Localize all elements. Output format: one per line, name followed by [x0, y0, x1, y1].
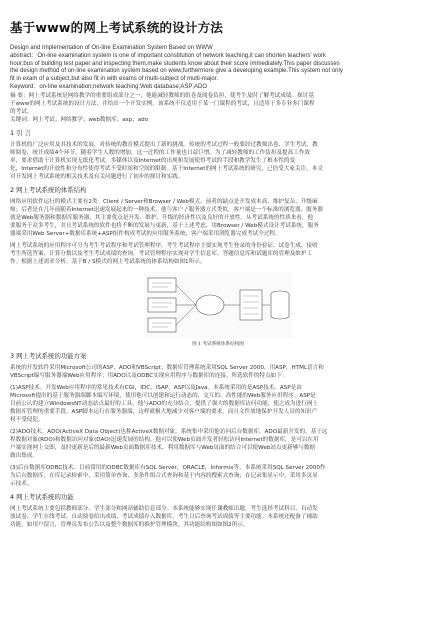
section-3-body — [10, 364, 426, 380]
paragraph-line: 就是Web服务器和数据库服务器，其主要优点是开发、维护、升级的经济性以及良好的开放性。从考试系统的性质来看，他 — [10, 214, 314, 221]
paragraph-line: 考生所选答案、计算分数以及考生考试成绩的查询。考试管理程序实现对学生信息库、答题信息库和试题库的管理及维护工 — [10, 250, 313, 257]
paragraph-line: 放试卷、学生在线考试、自动阅卷给出成绩、考试成绩存入数据库、考生日后查询考试成绩等主要功能。本系统还配备了辅助 — [10, 513, 318, 520]
chinese-abstract-line: 的考试。 — [10, 108, 33, 115]
paper-title: 基于www的网上考试系统的设计方法 — [10, 20, 224, 35]
english-title-line: Design and Implementation of On-line Examination System Based on WWW — [10, 45, 213, 51]
english-abstract-line: the design method of on-line examination system based on www,furthermore give a developing example.This system not only — [10, 68, 343, 75]
paragraph-line: 网上考试系统主要包括教师部分、学生部分和网站辅助信息部分。本系统能够实现任课教师出题、考生选择考试科目、自动发 — [10, 505, 318, 512]
section-3-heading: 3 网上考试系统的功能方案 — [10, 351, 87, 360]
paragraph-line: 对开发网上考试系统的相关技术及有关问题进行了初步的探讨和实践。 — [10, 173, 184, 180]
english-abstract-line: fit in exam of a subject,but also fit in with exams of multi-subject of multi-major. — [10, 76, 219, 83]
paragraph-line: (3)后台数据库ODBC技术。目前常用的ODBC数据库有SQL Server，ORACLE，Informix等，本系统采用SQL Server 2000作 — [10, 464, 326, 471]
figure-caption: 图 1 考试系统体系结构图 — [192, 341, 244, 347]
english-abstract-line: hour,bus of building test paper and inspecting them,make students know about their score immediately.This paper discusses — [10, 60, 340, 67]
paragraph-line: 功能，如用户留言，管理员发布公告以及整个数据库的维护管理模块，其功能结构图如图2所示。 — [10, 521, 249, 528]
paragraph-line: 作。根据上述需求分析，基于B / S模式的网上考试系统的体系结构如图1所示。 — [10, 258, 206, 265]
item-asp — [10, 384, 426, 424]
paragraph-line: 数据库管理的重要手段。ASP脚本运行在服务器端，这样就极大地减少对客户端的要求，而且文件放地保护开发人员的知识产 — [10, 408, 318, 415]
section-4-heading: 4 网上考试系统的功能 — [10, 492, 74, 501]
paragraph-line: 程数据对象(RDO)和数据访问对象(DAO)迅速发展的结构，他可以使Web页面开发者轻松访问Internet的数据库，是可以在用 — [10, 436, 319, 443]
paragraph-line: 烦；后者是在几年前随着Internet迅速发展起来的一种技术，他与客户 / 服务器方式类似，客户端是一个标准的浏览器，服务器 — [10, 206, 323, 213]
paragraph-line: 化，Internet的开放性和分布性使得考试不受时间和空间的限制。基于Internet的网上考试系统的研究，已倍受大家关注。本文 — [10, 165, 323, 172]
chinese-abstract-line: 于www的网上考试系统的设计方法，并给出一个开发实例。该系统不仅适用于某一门课程的考试，且适用于多专业多门课程 — [10, 100, 315, 107]
chinese-abstract — [10, 92, 426, 124]
paragraph-line: Microsoft提出的基于服务器端脚本编写环境，使用他可以创建和运行动态的、交互的、高性能的Web服务应用程序。ASP是 — [10, 392, 316, 399]
figure-1 — [10, 272, 426, 347]
english-keywords: Keyword：on-line examination;network teaching;Web database;ASP;ADO — [10, 83, 207, 90]
paragraph-line: 率，要求借助于计算机实现无纸化考试。多媒体以及Internet的出现和发展使得考试的手段和教学发生了根本性的变 — [10, 157, 296, 164]
chinese-abstract-line: 摘 要：网上考试系统是网络教学的重要组成部分之一，他能减轻教师的组卷及阅卷负担，使考生及时了解考试成绩。探讨基 — [10, 92, 314, 99]
architecture-diagram-image — [144, 272, 292, 338]
paragraph-line: 户端实现网上交即，及时更新是后的最新Web页面数据库技术，利用数据库与Web页面的结合可以使Web站点更新够与数据 — [10, 444, 316, 451]
chinese-keywords: 关键词：网上考试；网络教学；web数据库；asp；ado — [10, 116, 149, 123]
section-1-heading: 1 引 言 — [10, 128, 31, 137]
paragraph-line: 为后台数据库，在库记录检索中，采用简单查询、多条件组合式查询和基于内容的搜索式查询；在记录集显示中，采用多页显 — [10, 472, 318, 479]
section-2-body-a — [10, 198, 426, 238]
section-1-body — [10, 141, 426, 181]
english-abstract-line: abstract：On-line examination system is one of important constitution of network teaching,it can shorten teachers' work — [10, 52, 326, 59]
paragraph-line: 器端采用Web Server+数据库系统+ASP组件构成考试的应用服务系统；客户端采用浏览器完成考试全过程。 — [10, 230, 281, 237]
paragraph-line: 权不受侵犯。 — [10, 416, 44, 423]
paragraph-line: 目前公认的建立WindowsNT动态站点最好的工具，他与ADO的充分结合，提供了强大的数据库访问功能，使之成为进行网上 — [10, 400, 319, 407]
section-2-body-b — [10, 242, 426, 266]
section-2-heading: 2 网上考试系统的体系结构 — [10, 185, 87, 194]
paragraph-line: (2)ADO技术。ADO(ActiveX Data Object)也称ActiveX数据对象，系统集中采用他访问后台数据库。ADO最新开发的，基于远 — [10, 428, 328, 435]
paragraph-line: 做出集成。 — [10, 452, 38, 459]
paragraph-line: 系统的开发软件采用Microsoft公司的ASP，ADO和VBScript；数据库管理系统采用SQL Server 2000，用ASP，HTML语言和 — [10, 364, 324, 371]
english-abstract — [10, 45, 426, 92]
paragraph-line: 师阅卷、统计成绩4个环节，随着学生人数的增加，这一过程的工作量也日益巨增。为了减轻教师的工作负担及提高工作效 — [10, 149, 311, 156]
paragraph-line: 网络应用软件运行的模式主要有2类：Client / Server和Browser / Web模式。前者的缺点是开发成本高、维护复杂、升级麻 — [10, 198, 318, 205]
paragraph-line: 要服务于众多考生，并且考试系统的软件也将不断的发展与更新，基于上述考虑，用Browser / Web模式设计考试系统，服务 — [10, 222, 319, 229]
item-ado — [10, 428, 426, 460]
architecture-diagram-svg — [144, 272, 292, 338]
item-odbc — [10, 464, 426, 488]
section-4-body — [10, 505, 426, 529]
paragraph-line: 示技术。 — [10, 480, 33, 487]
paragraph-line: 网上考试系统的应用程序可分为考生考试程序和考试管理程序，考生考试程序主要实现考生登录的身份验证、试卷生成、接收 — [10, 242, 318, 249]
paragraph-line: 计算机的广泛应用及其技术的发展，对传统的教育模式提出了新的挑战。传统的考试过程一般要经过教师出卷、学生考试、教 — [10, 141, 318, 148]
paragraph-line: (1)ASP技术。开发Web应用程序的常见技术有CGI，IDC，ISAP，ASP以及Java。本系统采用的是ASP技术。ASP是由 — [10, 384, 302, 391]
paragraph-line: VBScript编写服务器端Web应用程序；用ADO以及ODBC实现应用程序与数据库的连接。所选软件的特点如下： — [10, 372, 288, 379]
